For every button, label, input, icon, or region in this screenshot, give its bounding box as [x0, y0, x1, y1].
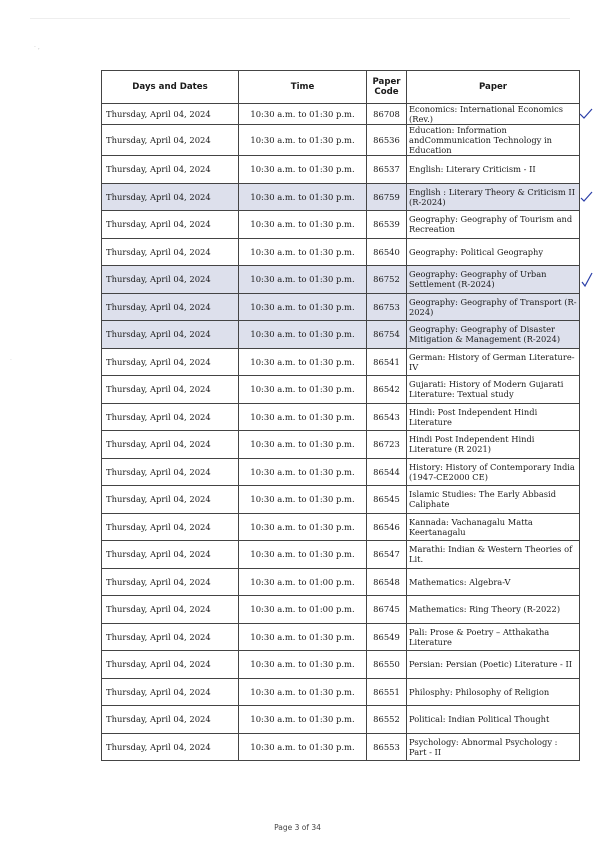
- table-row: [102, 125, 580, 156]
- checkmark-icon: [579, 108, 591, 120]
- cell-time: 10:30 a.m. to 01:30 p.m.: [239, 348, 367, 376]
- cell-day: Thursday, April 04, 2024: [102, 321, 239, 349]
- header-paper-code: Paper Code: [367, 71, 407, 104]
- cell-time: 10:30 a.m. to 01:00 p.m.: [239, 568, 367, 596]
- cell-paper-code: 86547: [367, 541, 407, 569]
- cell-day: Thursday, April 04, 2024: [102, 596, 239, 624]
- cell-day: Thursday, April 04, 2024: [102, 293, 239, 321]
- cell-paper: Psychology: Abnormal Psychology : Part - II: [407, 733, 580, 761]
- cell-day: Thursday, April 04, 2024: [102, 706, 239, 734]
- cell-paper: Philosphy: Philosophy of Religion: [407, 678, 580, 706]
- exam-schedule-table: [101, 70, 580, 761]
- cell-paper: English: Literary Criticism - II: [407, 156, 580, 184]
- table-row: [102, 403, 580, 431]
- cell-paper: Hindi: Post Independent Hindi Literature: [407, 403, 580, 431]
- cell-paper-code: 86752: [367, 266, 407, 294]
- cell-paper: Gujarati: History of Modern Gujarati Literature: Textual study: [407, 376, 580, 404]
- table-row: [102, 706, 580, 734]
- cell-day: Thursday, April 04, 2024: [102, 733, 239, 761]
- cell-paper-code: 86745: [367, 596, 407, 624]
- cell-day: Thursday, April 04, 2024: [102, 403, 239, 431]
- table-row: [102, 183, 580, 211]
- cell-paper: Pali: Prose & Poetry – Atthakatha Literature: [407, 623, 580, 651]
- header-time: Time: [239, 71, 367, 104]
- cell-day: Thursday, April 04, 2024: [102, 568, 239, 596]
- header-paper: Paper: [407, 71, 580, 104]
- table-row: [102, 541, 580, 569]
- cell-time: 10:30 a.m. to 01:30 p.m.: [239, 211, 367, 239]
- table-row: [102, 266, 580, 294]
- table-row: [102, 348, 580, 376]
- cell-time: 10:30 a.m. to 01:30 p.m.: [239, 376, 367, 404]
- cell-time: 10:30 a.m. to 01:30 p.m.: [239, 104, 367, 125]
- table-row: [102, 733, 580, 761]
- cell-day: Thursday, April 04, 2024: [102, 104, 239, 125]
- cell-paper: Geography: Geography of Transport (R-2024): [407, 293, 580, 321]
- cell-paper: Geography: Geography of Tourism and Recreation: [407, 211, 580, 239]
- cell-day: Thursday, April 04, 2024: [102, 348, 239, 376]
- cell-time: 10:30 a.m. to 01:30 p.m.: [239, 541, 367, 569]
- cell-paper-code: 86551: [367, 678, 407, 706]
- cell-paper-code: 86723: [367, 431, 407, 459]
- cell-time: 10:30 a.m. to 01:30 p.m.: [239, 183, 367, 211]
- cell-paper: Geography: Political Geography: [407, 238, 580, 266]
- cell-time: 10:30 a.m. to 01:30 p.m.: [239, 513, 367, 541]
- cell-paper-code: 86549: [367, 623, 407, 651]
- cell-paper: Political: Indian Political Thought: [407, 706, 580, 734]
- cell-day: Thursday, April 04, 2024: [102, 678, 239, 706]
- cell-paper: Islamic Studies: The Early Abbasid Caliphate: [407, 486, 580, 514]
- cell-day: Thursday, April 04, 2024: [102, 486, 239, 514]
- cell-paper-code: 86759: [367, 183, 407, 211]
- cell-time: 10:30 a.m. to 01:30 p.m.: [239, 733, 367, 761]
- cell-paper-code: 86553: [367, 733, 407, 761]
- cell-time: 10:30 a.m. to 01:30 p.m.: [239, 431, 367, 459]
- header-days-and-dates: Days and Dates: [102, 71, 239, 104]
- cell-day: Thursday, April 04, 2024: [102, 125, 239, 156]
- cell-time: 10:30 a.m. to 01:30 p.m.: [239, 321, 367, 349]
- cell-day: Thursday, April 04, 2024: [102, 458, 239, 486]
- cell-paper: Persian: Persian (Poetic) Literature - II: [407, 651, 580, 679]
- table-row: [102, 431, 580, 459]
- table-header-row: [102, 71, 580, 104]
- table-row: [102, 623, 580, 651]
- cell-paper-code: 86753: [367, 293, 407, 321]
- cell-paper: Mathematics: Ring Theory (R-2022): [407, 596, 580, 624]
- cell-paper: History: History of Contemporary India (1947-CE2000 CE): [407, 458, 580, 486]
- cell-day: Thursday, April 04, 2024: [102, 651, 239, 679]
- cell-day: Thursday, April 04, 2024: [102, 513, 239, 541]
- table-row: [102, 211, 580, 239]
- cell-day: Thursday, April 04, 2024: [102, 238, 239, 266]
- cell-day: Thursday, April 04, 2024: [102, 623, 239, 651]
- cell-time: 10:30 a.m. to 01:30 p.m.: [239, 403, 367, 431]
- cell-paper: Economics: International Economics (Rev.): [407, 104, 580, 125]
- cell-paper: Marathi: Indian & Western Theories of Lit.: [407, 541, 580, 569]
- cell-paper-code: 86544: [367, 458, 407, 486]
- scan-speck: · ,: [34, 44, 40, 51]
- cell-paper-code: 86552: [367, 706, 407, 734]
- table-row: [102, 376, 580, 404]
- cell-paper: Kannada: Vachanagalu Matta Keertanagalu: [407, 513, 580, 541]
- cell-paper: German: History of German Literature- IV: [407, 348, 580, 376]
- cell-paper-code: 86537: [367, 156, 407, 184]
- cell-time: 10:30 a.m. to 01:30 p.m.: [239, 651, 367, 679]
- table-row: [102, 596, 580, 624]
- cell-paper: Hindi Post Independent Hindi Literature (R 2021): [407, 431, 580, 459]
- cell-time: 10:30 a.m. to 01:30 p.m.: [239, 458, 367, 486]
- page-top-rule: [30, 18, 570, 19]
- cell-paper: Geography: Geography of Disaster Mitigation & Management (R-2024): [407, 321, 580, 349]
- cell-paper: English : Literary Theory & Criticism II (R-2024): [407, 183, 580, 211]
- cell-day: Thursday, April 04, 2024: [102, 376, 239, 404]
- cell-paper: Education: Information andCommunication Technology in Education: [407, 125, 580, 156]
- table-row: [102, 156, 580, 184]
- cell-paper-code: 86542: [367, 376, 407, 404]
- cell-day: Thursday, April 04, 2024: [102, 211, 239, 239]
- cell-time: 10:30 a.m. to 01:30 p.m.: [239, 156, 367, 184]
- cell-paper-code: 86545: [367, 486, 407, 514]
- cell-time: 10:30 a.m. to 01:30 p.m.: [239, 125, 367, 156]
- cell-time: 10:30 a.m. to 01:30 p.m.: [239, 706, 367, 734]
- cell-time: 10:30 a.m. to 01:30 p.m.: [239, 678, 367, 706]
- cell-paper-code: 86550: [367, 651, 407, 679]
- cell-time: 10:30 a.m. to 01:30 p.m.: [239, 238, 367, 266]
- cell-time: 10:30 a.m. to 01:30 p.m.: [239, 486, 367, 514]
- cell-time: 10:30 a.m. to 01:30 p.m.: [239, 623, 367, 651]
- checkmark-icon: [580, 191, 592, 203]
- table-row: [102, 104, 580, 125]
- cell-day: Thursday, April 04, 2024: [102, 266, 239, 294]
- table-row: [102, 651, 580, 679]
- cell-paper-code: 86754: [367, 321, 407, 349]
- cell-day: Thursday, April 04, 2024: [102, 541, 239, 569]
- cell-time: 10:30 a.m. to 01:30 p.m.: [239, 293, 367, 321]
- cell-paper-code: 86708: [367, 104, 407, 125]
- cell-paper-code: 86546: [367, 513, 407, 541]
- cell-time: 10:30 a.m. to 01:30 p.m.: [239, 266, 367, 294]
- cell-paper-code: 86540: [367, 238, 407, 266]
- cell-day: Thursday, April 04, 2024: [102, 431, 239, 459]
- cell-paper: Geography: Geography of Urban Settlement (R-2024): [407, 266, 580, 294]
- table-row: [102, 238, 580, 266]
- table-row: [102, 568, 580, 596]
- cell-time: 10:30 a.m. to 01:00 p.m.: [239, 596, 367, 624]
- table-row: [102, 458, 580, 486]
- scan-speck: ·: [10, 357, 12, 364]
- cell-paper-code: 86548: [367, 568, 407, 596]
- cell-day: Thursday, April 04, 2024: [102, 183, 239, 211]
- table-row: [102, 513, 580, 541]
- cell-paper: Mathematics: Algebra-V: [407, 568, 580, 596]
- checkmark-icon: [580, 272, 592, 284]
- page-number: Page 3 of 34: [274, 823, 321, 832]
- table-row: [102, 293, 580, 321]
- table-row: [102, 321, 580, 349]
- cell-paper-code: 86541: [367, 348, 407, 376]
- table-row: [102, 486, 580, 514]
- cell-paper-code: 86539: [367, 211, 407, 239]
- cell-paper-code: 86536: [367, 125, 407, 156]
- table-row: [102, 678, 580, 706]
- cell-day: Thursday, April 04, 2024: [102, 156, 239, 184]
- cell-paper-code: 86543: [367, 403, 407, 431]
